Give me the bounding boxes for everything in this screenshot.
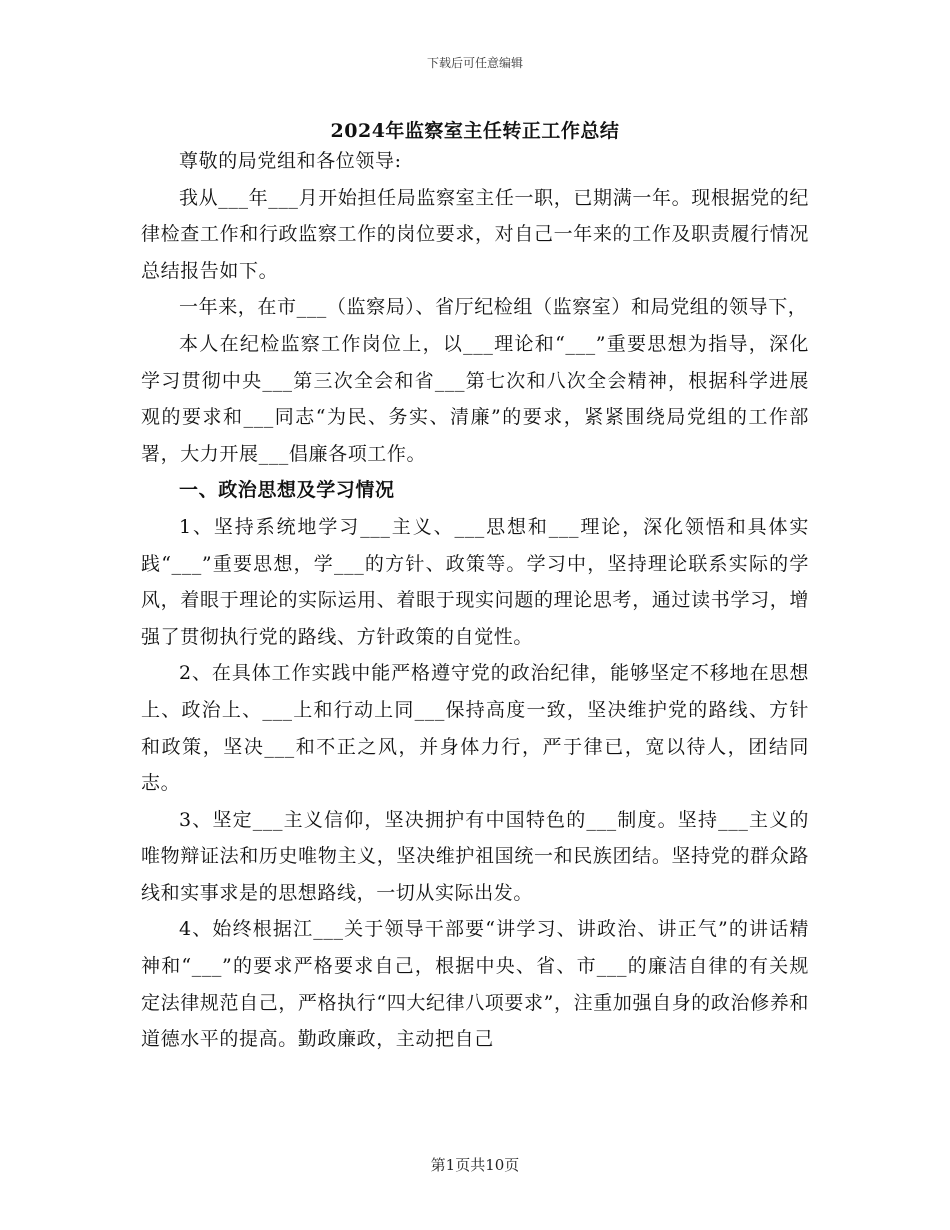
salutation: 尊敬的局党组和各位领导: [179,150,402,172]
document-body [141,143,809,1058]
body-paragraph: 一年来，在市___（监察局）、省厅纪检组（监察室）和局党组的领导下， [179,296,808,319]
body-paragraph: 3、坚定___主义信仰，坚决拥护有中国特色的___制度。坚持___主义的唯物辩证法和历史唯物主义，坚决维护祖国统一和民族团结。坚持党的群众路线和实事求是的思想路线，一切从实际出发。 [141,808,809,904]
document-title: 2024年监察室主任转正工作总结 [330,120,620,142]
header-note: 下载后可任意编辑 [426,56,523,70]
section-heading: 一、政治思想及学习情况 [179,479,395,502]
page-number-footer: 第1页共10页 [430,1156,520,1174]
body-paragraph: 1、坚持系统地学习___主义、___思想和___理论，深化领悟和具体实践“___”重要思想，学___的方针、政策等。学习中，坚持理论联系实际的学风，着眼于理论的实际运用、着眼于现实问题的理论思考，通过读书学习，增强了贯彻执行党的路线、方针政策的自觉性。 [141,515,809,648]
body-paragraph: 本人在纪检监察工作岗位上，以___理论和“___”重要思想为指导，深化学习贯彻中央___第三次全会和省___第七次和八次全会精神，根据科学进展观的要求和___同志“为民、务实、清廉”的要求，紧紧围绕局党组的工作部署，大力开展___倡廉各项工作。 [141,332,809,465]
body-paragraph: 2、在具体工作实践中能严格遵守党的政治纪律，能够坚定不移地在思想上、政治上、___上和行动上同___保持高度一致，坚决维护党的路线、方针和政策，坚决___和不正之风，并身体力行，严于律已，宽以待人，团结同志。 [141,662,809,795]
body-paragraph: 我从___年___月开始担任局监察室主任一职，已期满一年。现根据党的纪律检查工作和行政监察工作的岗位要求，对自己一年来的工作及职责履行情况总结报告如下。 [141,186,809,282]
body-paragraph: 4、始终根据江___关于领导干部要“讲学习、讲政治、讲正气”的讲话精神和“___”的要求严格要求自己，根据中央、省、市___的廉洁自律的有关规定法律规范自己，严格执行“四大纪律八项要求”，注重加强自身的政治修养和道德水平的提高。勤政廉政，主动把自己 [141,918,809,1051]
